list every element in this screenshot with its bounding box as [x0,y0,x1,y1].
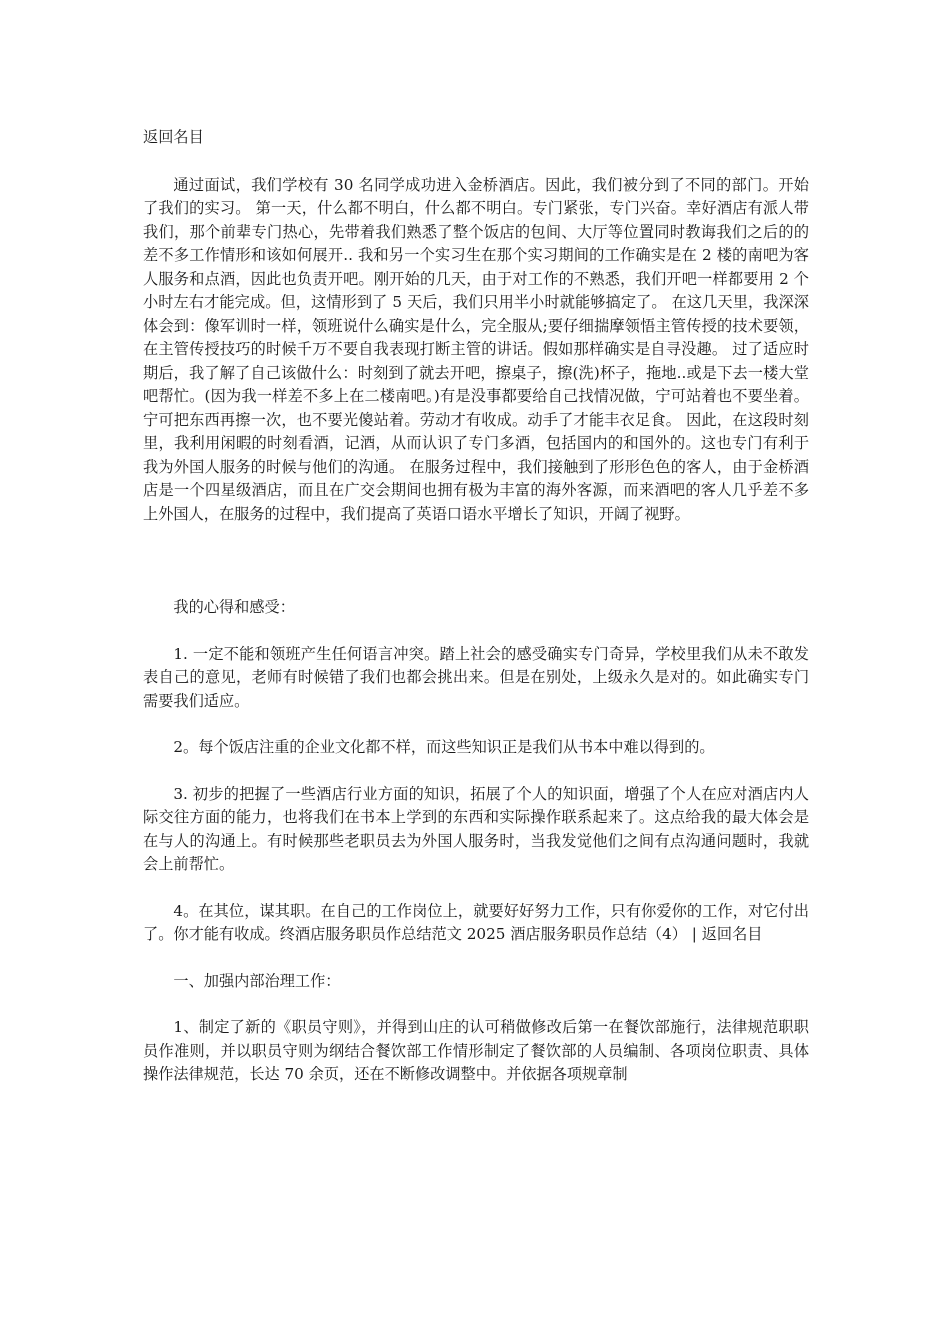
return-to-contents-heading: 返回名目 [143,128,204,146]
management-point-1: 1、制定了新的《职员守则》，并得到山庄的认可稍做修改后第一在餐饮部施行，法律规范职职员作准则，并以职员守则为纲结合餐饮部工作情形制定了餐饮部的人员编制、各项岗位职责、具体操作法律规范，长达 70 余页，还在不断修改调整中。并依据各项规章制 [143,1018,809,1083]
feeling-point-1: 1. 一定不能和领班产生任何语言冲突。踏上社会的感受确实专门奇异，学校里我们从未不敢发表自己的意见，老师有时候错了我们也都会挑出来。但是在别处，上级永久是对的。如此确实专门需要我们适应。 [143,644,809,710]
feeling-point-3: 3. 初步的把握了一些酒店行业方面的知识，拓展了个人的知识面，增强了个人在应对酒店内人际交往方面的能力，也将我们在书本上学到的东西和实际操作联系起来了。这点给我的最大体会是在与人的沟通上。有时候那些老职员去为外国人服务时，当我发觉他们之间有点沟通问题时，我就会上前帮忙。 [143,784,809,873]
internship-paragraph: 通过面试，我们学校有 30 名同学成功进入金桥酒店。因此，我们被分到了不同的部门。开始了我们的实习。 第一天，什么都不明白，什么都不明白。专门紧张，专门兴奋。幸好酒店有派人带我们，那个前辈专门热心，先带着我们熟悉了整个饭店的包间、大厅等位置同时教诲我们之后的的差不多工作情形和该如何展开.. 我和另一个实习生在那个实习期间的工作确实是在 2 楼的南吧为客人服务和点酒，因此也负责开吧。刚开始的几天，由于对工作的不熟悉，我们开吧一样都要用 2 个小时左右才能完成。但，这情形到了 5 天后，我们只用半小时就能够搞定了。 在这几天里，我深深体会到：像军训时一样，领班说什么确实是什么，完全服从;要仔细揣摩领悟主管传授的技术要领，在主管传授技巧的时候千万不要自我表现打断主管的讲话。假如那样确实是自寻没趣。 过了适应时期后，我了解了自己该做什么：时刻到了就去开吧，擦桌子，擦(洗)杯子，拖地..或是下去一楼大堂吧帮忙。(因为我一样差不多上在二楼南吧。)有是没事都要给自己找情况做，宁可站着也不要坐着。宁可把东西再擦一次，也不要光傻站着。劳动才有收成。动手了才能丰衣足食。 因此，在这段时刻里，我利用闲暇的时刻看酒，记酒，从而认识了专门多酒，包括国内的和国外的。这也专门有利于我为外国人服务的时候与他们的沟通。 在服务过程中，我们接触到了形形色色的客人，由于金桥酒店是一个四星级酒店，而且在广交会期间也拥有极为丰富的海外客源，而来酒吧的客人几乎差不多上外国人，在服务的过程中，我们提高了英语口语水平增长了知识，开阔了视野。 [143,175,809,523]
feeling-point-2: 2。每个饭店注重的企业文化都不样，而这些知识正是我们从书本中难以得到的。 [173,738,715,756]
feeling-point-4: 4。在其位，谋其职。在自己的工作岗位上，就要好好努力工作，只有你爱你的工作，对它付出了。你才能有收成。终酒店服务职员作总结范文 2025 酒店服务职员作总结（4） | 返回名目 [143,901,809,943]
feelings-heading: 我的心得和感受： [173,598,295,616]
management-heading: 一、加强内部治理工作： [173,971,341,990]
document-page [143,126,809,1087]
